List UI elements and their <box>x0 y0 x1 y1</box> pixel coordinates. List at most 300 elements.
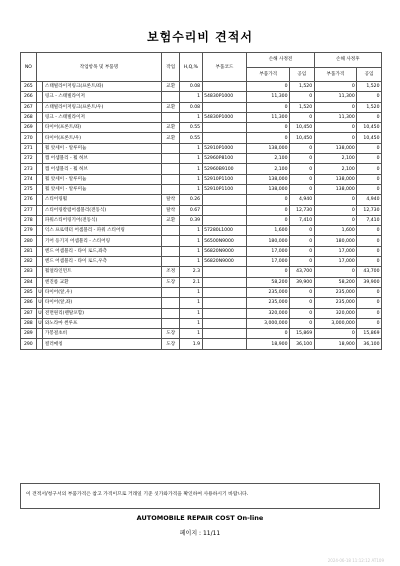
row-item: 휠 앗세이 - 알루미늄 <box>43 184 162 194</box>
row-part-code <box>202 195 247 205</box>
row-qty: 0.55 <box>180 133 202 143</box>
row-no: 276 <box>21 195 37 205</box>
row-labor-after: 10,450 <box>357 123 382 133</box>
row-work <box>162 92 180 102</box>
row-flag <box>36 205 43 215</box>
header-before-adjust: 손해 사정전 <box>247 53 314 68</box>
row-labor-before: 0 <box>290 184 315 194</box>
table-row <box>21 82 382 92</box>
row-part-code <box>202 277 247 287</box>
table-row <box>21 287 382 297</box>
row-parts-price-before: 0 <box>247 133 290 143</box>
row-parts-price-before: 1,600 <box>247 226 290 236</box>
row-item: 휠얼라인먼트 <box>43 267 162 277</box>
header-hqn: H,Q,% <box>180 53 202 82</box>
row-part-code: 52910P1100 <box>202 184 247 194</box>
header-parts-price-after: 부품가격 <box>314 67 357 82</box>
row-labor-before: 36,100 <box>290 339 315 349</box>
row-labor-after: 39,900 <box>357 277 382 287</box>
row-item: 캡 어셈블리 - 휠 허브 <box>43 154 162 164</box>
row-parts-price-before: 0 <box>247 123 290 133</box>
row-work: 교환 <box>162 82 180 92</box>
table-row <box>21 92 382 102</box>
row-part-code <box>202 339 247 349</box>
row-work: 교환 <box>162 215 180 225</box>
row-labor-before: 0 <box>290 236 315 246</box>
row-no: 285 <box>21 287 37 297</box>
row-parts-price-after: 1,600 <box>314 226 357 236</box>
row-parts-price-after: 17,000 <box>314 246 357 256</box>
estimate-rows <box>21 82 382 350</box>
row-parts-price-after: 0 <box>314 82 357 92</box>
table-row <box>21 329 382 339</box>
row-flag <box>36 236 43 246</box>
row-qty: 1 <box>180 287 202 297</box>
header-work: 작업 <box>162 53 180 82</box>
row-parts-price-before: 2,100 <box>247 154 290 164</box>
row-qty: 1 <box>180 92 202 102</box>
row-labor-before: 0 <box>290 287 315 297</box>
header-part-code: 부품코드 <box>202 53 247 82</box>
row-flag <box>36 246 43 256</box>
row-work <box>162 298 180 308</box>
row-flag <box>36 164 43 174</box>
row-parts-price-after: 320,000 <box>314 308 357 318</box>
row-no: 280 <box>21 236 37 246</box>
row-flag <box>36 277 43 287</box>
row-no: 265 <box>21 82 37 92</box>
row-labor-after: 0 <box>357 112 382 122</box>
table-row <box>21 318 382 328</box>
row-qty: 1 <box>180 236 202 246</box>
row-part-code <box>202 82 247 92</box>
row-work <box>162 143 180 153</box>
row-no: 277 <box>21 205 37 215</box>
row-parts-price-after: 235,000 <box>314 287 357 297</box>
row-parts-price-after: 2,100 <box>314 154 357 164</box>
row-flag <box>36 112 43 122</box>
row-part-code: 54830P1000 <box>202 92 247 102</box>
remark-box: 이 견적서/청구서의 부품가격은 참고 가격이므로 거래일 기준 싯가와가격을 확인하여 사용하시기 바랍니다. <box>20 483 380 509</box>
row-flag: U <box>36 318 43 328</box>
row-labor-after: 12,730 <box>357 205 382 215</box>
row-labor-before: 0 <box>290 257 315 267</box>
table-row <box>21 246 382 256</box>
row-parts-price-before: 11,300 <box>247 92 290 102</box>
row-labor-before: 0 <box>290 298 315 308</box>
row-parts-price-before: 17,000 <box>247 257 290 267</box>
row-parts-price-after: 0 <box>314 205 357 215</box>
row-work <box>162 318 180 328</box>
table-row <box>21 164 382 174</box>
row-qty: 1.9 <box>180 339 202 349</box>
table-row <box>21 298 382 308</box>
footer-title: AUTOMOBILE REPAIR COST On-line <box>136 514 264 522</box>
row-parts-price-before: 17,000 <box>247 246 290 256</box>
row-parts-price-after: 0 <box>314 215 357 225</box>
row-flag: U <box>36 298 43 308</box>
row-work <box>162 246 180 256</box>
row-item: 스태빌라이저링크(프론트/우) <box>43 102 162 112</box>
row-parts-price-before: 180,000 <box>247 236 290 246</box>
row-no: 269 <box>21 123 37 133</box>
row-no: 267 <box>21 102 37 112</box>
row-item: 타이어(앞,좌) <box>43 298 162 308</box>
row-parts-price-before: 138,000 <box>247 174 290 184</box>
row-qty: 0.08 <box>180 102 202 112</box>
row-flag <box>36 257 43 267</box>
row-labor-before: 1,520 <box>290 102 315 112</box>
row-no: 290 <box>21 339 37 349</box>
row-labor-before: 0 <box>290 143 315 153</box>
row-flag <box>36 143 43 153</box>
print-stamp: 2024-06-18 11:12:12 AT109 <box>327 558 384 563</box>
row-part-code: 56500N9000 <box>202 236 247 246</box>
row-parts-price-after: 180,000 <box>314 236 357 246</box>
row-parts-price-before: 138,000 <box>247 184 290 194</box>
row-labor-after: 0 <box>357 236 382 246</box>
row-labor-before: 39,900 <box>290 277 315 287</box>
row-labor-after: 0 <box>357 246 382 256</box>
table-row <box>21 236 382 246</box>
row-no: 271 <box>21 143 37 153</box>
row-no: 282 <box>21 257 37 267</box>
row-qty: 1 <box>180 184 202 194</box>
row-work <box>162 236 180 246</box>
row-part-code: 57280L1000 <box>202 226 247 236</box>
row-qty: 1 <box>180 329 202 339</box>
row-item: 익스 프로텍터 어셈블리 - 파워 스티어링 <box>43 226 162 236</box>
row-flag <box>36 123 43 133</box>
row-flag <box>36 195 43 205</box>
row-work: 교환 <box>162 133 180 143</box>
row-parts-price-before: 235,000 <box>247 287 290 297</box>
row-qty: 1 <box>180 174 202 184</box>
header-labor-after: 공임 <box>357 67 382 82</box>
row-work: 도장 <box>162 339 180 349</box>
row-labor-after: 0 <box>357 287 382 297</box>
row-parts-price-before: 0 <box>247 267 290 277</box>
table-row <box>21 339 382 349</box>
row-part-code <box>202 308 247 318</box>
row-item: 타이어(앞,우) <box>43 287 162 297</box>
row-part-code <box>202 102 247 112</box>
row-labor-before: 0 <box>290 246 315 256</box>
row-no: 281 <box>21 246 37 256</box>
row-item: 가봉걸초비 <box>43 329 162 339</box>
row-part-code <box>202 318 247 328</box>
row-item: 기어 등기지 어셈블리 - 스티어링 <box>43 236 162 246</box>
row-item: 엔드 어셈블리 - 타이 로드,우측 <box>43 257 162 267</box>
row-labor-after: 4,940 <box>357 195 382 205</box>
row-no: 284 <box>21 277 37 287</box>
row-parts-price-before: 0 <box>247 329 290 339</box>
header-after-adjust: 손해 사정후 <box>314 53 381 68</box>
row-work: 도장 <box>162 277 180 287</box>
row-labor-before: 1,520 <box>290 82 315 92</box>
row-labor-before: 0 <box>290 112 315 122</box>
row-parts-price-before: 2,100 <box>247 164 290 174</box>
row-item: 스티어링칼럼어셈블리(전동식) <box>43 205 162 215</box>
row-no: 272 <box>21 154 37 164</box>
row-part-code <box>202 287 247 297</box>
table-row <box>21 257 382 267</box>
row-no: 278 <box>21 215 37 225</box>
row-labor-after: 0 <box>357 164 382 174</box>
row-parts-price-before: 138,000 <box>247 143 290 153</box>
row-qty: 1 <box>180 112 202 122</box>
row-labor-after: 0 <box>357 174 382 184</box>
row-item: 전면원리(렌탈포함) <box>43 308 162 318</box>
row-part-code: 56820N9000 <box>202 257 247 267</box>
row-item: 파워스티어링기어(전동식) <box>43 215 162 225</box>
row-no: 273 <box>21 164 37 174</box>
table-row <box>21 112 382 122</box>
row-labor-after: 0 <box>357 184 382 194</box>
row-work: 교환 <box>162 102 180 112</box>
row-part-code <box>202 215 247 225</box>
row-work <box>162 226 180 236</box>
page-number: 페이지 : 11/11 <box>179 530 221 537</box>
row-parts-price-before: 0 <box>247 102 290 112</box>
row-no: 266 <box>21 92 37 102</box>
table-row <box>21 195 382 205</box>
header-labor-before: 공임 <box>290 67 315 82</box>
row-parts-price-after: 138,000 <box>314 174 357 184</box>
table-row <box>21 308 382 318</box>
row-labor-after: 7,410 <box>357 215 382 225</box>
row-labor-before: 43,700 <box>290 267 315 277</box>
row-item: 와노라마 썬루프 <box>43 318 162 328</box>
row-flag <box>36 102 43 112</box>
row-part-code: 52910P1100 <box>202 174 247 184</box>
row-no: 274 <box>21 174 37 184</box>
row-flag <box>36 215 43 225</box>
row-labor-after: 0 <box>357 257 382 267</box>
row-item: 휠 앗세이 - 알루미늄 <box>43 174 162 184</box>
estimate-table <box>20 52 382 350</box>
row-parts-price-after: 17,000 <box>314 257 357 267</box>
row-parts-price-after: 0 <box>314 195 357 205</box>
row-flag <box>36 184 43 194</box>
row-labor-after: 36,100 <box>357 339 382 349</box>
row-work <box>162 112 180 122</box>
row-parts-price-after: 11,300 <box>314 112 357 122</box>
row-no: 270 <box>21 133 37 143</box>
row-no: 283 <box>21 267 37 277</box>
row-item: 타이어(프론트/좌) <box>43 123 162 133</box>
row-parts-price-before: 320,000 <box>247 308 290 318</box>
row-part-code <box>202 133 247 143</box>
row-labor-before: 15,869 <box>290 329 315 339</box>
row-parts-price-before: 3,000,000 <box>247 318 290 328</box>
row-qty: 1 <box>180 246 202 256</box>
row-labor-after: 0 <box>357 154 382 164</box>
row-qty: 1 <box>180 143 202 153</box>
table-row <box>21 143 382 153</box>
row-flag: U <box>36 287 43 297</box>
row-parts-price-before: 235,000 <box>247 298 290 308</box>
row-work: 교환 <box>162 123 180 133</box>
row-parts-price-before: 18,900 <box>247 339 290 349</box>
row-labor-before: 7,410 <box>290 215 315 225</box>
row-part-code: 52910P1000 <box>202 143 247 153</box>
document-title: 보험수리비 견적서 <box>147 30 253 44</box>
row-labor-after: 15,869 <box>357 329 382 339</box>
row-qty: 0.26 <box>180 195 202 205</box>
row-qty: 0.67 <box>180 205 202 215</box>
row-no: 275 <box>21 184 37 194</box>
row-labor-before: 4,940 <box>290 195 315 205</box>
row-labor-after: 0 <box>357 308 382 318</box>
header-item: 작업항목 및 부품명 <box>36 53 162 82</box>
header-parts-price-before: 부품가격 <box>247 67 290 82</box>
row-qty: 0.39 <box>180 215 202 225</box>
row-work: 도장 <box>162 329 180 339</box>
row-no: 287 <box>21 308 37 318</box>
row-work: 탈착 <box>162 195 180 205</box>
row-parts-price-after: 0 <box>314 329 357 339</box>
row-qty: 1 <box>180 298 202 308</box>
row-part-code: 52960P8100 <box>202 154 247 164</box>
row-flag <box>36 267 43 277</box>
row-flag: U <box>36 308 43 318</box>
row-parts-price-after: 18,900 <box>314 339 357 349</box>
row-work <box>162 154 180 164</box>
header-no: NO <box>21 53 37 82</box>
row-flag <box>36 82 43 92</box>
row-no: 289 <box>21 329 37 339</box>
row-labor-before: 0 <box>290 154 315 164</box>
row-parts-price-after: 0 <box>314 267 357 277</box>
row-qty: 2.1 <box>180 277 202 287</box>
row-flag <box>36 92 43 102</box>
row-item: 엔진룸 교환 <box>43 277 162 287</box>
row-no: 268 <box>21 112 37 122</box>
row-item: 휠 앗세이 - 알루미늄 <box>43 143 162 153</box>
row-labor-after: 0 <box>357 92 382 102</box>
table-row <box>21 123 382 133</box>
row-work <box>162 184 180 194</box>
row-parts-price-before: 58,200 <box>247 277 290 287</box>
row-parts-price-after: 0 <box>314 133 357 143</box>
row-qty: 1 <box>180 308 202 318</box>
table-row <box>21 226 382 236</box>
row-qty: 1 <box>180 226 202 236</box>
row-part-code <box>202 205 247 215</box>
table-row <box>21 267 382 277</box>
row-labor-after: 1,520 <box>357 82 382 92</box>
row-parts-price-after: 3,000,000 <box>314 318 357 328</box>
row-parts-price-after: 138,000 <box>314 184 357 194</box>
row-qty: 1 <box>180 164 202 174</box>
row-no: 286 <box>21 298 37 308</box>
row-parts-price-after: 235,000 <box>314 298 357 308</box>
row-item: 타이어(프론트/우) <box>43 133 162 143</box>
row-parts-price-after: 11,300 <box>314 92 357 102</box>
header-row-1 <box>21 53 382 68</box>
row-labor-before: 10,450 <box>290 123 315 133</box>
row-no: 279 <box>21 226 37 236</box>
row-labor-after: 0 <box>357 298 382 308</box>
row-labor-before: 12,730 <box>290 205 315 215</box>
row-part-code: 52960B9100 <box>202 164 247 174</box>
row-labor-before: 0 <box>290 164 315 174</box>
row-parts-price-after: 138,000 <box>314 143 357 153</box>
row-part-code: 54830P1000 <box>202 112 247 122</box>
row-parts-price-after: 58,200 <box>314 277 357 287</box>
row-qty: 1 <box>180 154 202 164</box>
row-parts-price-after: 2,100 <box>314 164 357 174</box>
table-row <box>21 133 382 143</box>
row-work <box>162 174 180 184</box>
row-labor-before: 10,450 <box>290 133 315 143</box>
row-parts-price-after: 0 <box>314 102 357 112</box>
row-work <box>162 164 180 174</box>
row-labor-after: 1,520 <box>357 102 382 112</box>
row-part-code <box>202 329 247 339</box>
row-labor-before: 0 <box>290 226 315 236</box>
table-row <box>21 174 382 184</box>
row-part-code <box>202 123 247 133</box>
row-no: 288 <box>21 318 37 328</box>
row-flag <box>36 174 43 184</box>
row-labor-after: 43,700 <box>357 267 382 277</box>
row-qty: 1 <box>180 257 202 267</box>
table-row <box>21 154 382 164</box>
row-item: 스태빌라이저링크(프론트/좌) <box>43 82 162 92</box>
row-qty: 1 <box>180 318 202 328</box>
row-flag <box>36 133 43 143</box>
row-parts-price-before: 11,300 <box>247 112 290 122</box>
row-labor-before: 0 <box>290 174 315 184</box>
row-parts-price-after: 0 <box>314 123 357 133</box>
table-row <box>21 215 382 225</box>
row-qty: 0.55 <box>180 123 202 133</box>
row-parts-price-before: 0 <box>247 82 290 92</box>
table-row <box>21 184 382 194</box>
row-labor-after: 0 <box>357 226 382 236</box>
row-item: 스티어링휠 <box>43 195 162 205</box>
row-parts-price-before: 0 <box>247 195 290 205</box>
row-flag <box>36 329 43 339</box>
row-part-code <box>202 298 247 308</box>
row-item: 링크 - 스태빌라이저 <box>43 112 162 122</box>
row-labor-before: 0 <box>290 318 315 328</box>
row-item: 캡 어셈블리 - 휠 허브 <box>43 164 162 174</box>
table-row <box>21 205 382 215</box>
row-qty: 2.3 <box>180 267 202 277</box>
table-row <box>21 102 382 112</box>
row-item: 링크 - 스태빌라이저 <box>43 92 162 102</box>
row-labor-after: 0 <box>357 318 382 328</box>
row-parts-price-before: 0 <box>247 215 290 225</box>
row-labor-before: 0 <box>290 92 315 102</box>
row-flag <box>36 339 43 349</box>
row-labor-before: 0 <box>290 308 315 318</box>
table-row <box>21 277 382 287</box>
row-item: 엔드 어셈블리 - 타이 로드,좌측 <box>43 246 162 256</box>
row-parts-price-before: 0 <box>247 205 290 215</box>
row-item: 컬러매칭 <box>43 339 162 349</box>
row-work: 조정 <box>162 267 180 277</box>
row-work <box>162 287 180 297</box>
row-part-code: 56820N9000 <box>202 246 247 256</box>
row-labor-after: 0 <box>357 143 382 153</box>
row-flag <box>36 226 43 236</box>
row-work <box>162 257 180 267</box>
row-part-code <box>202 267 247 277</box>
